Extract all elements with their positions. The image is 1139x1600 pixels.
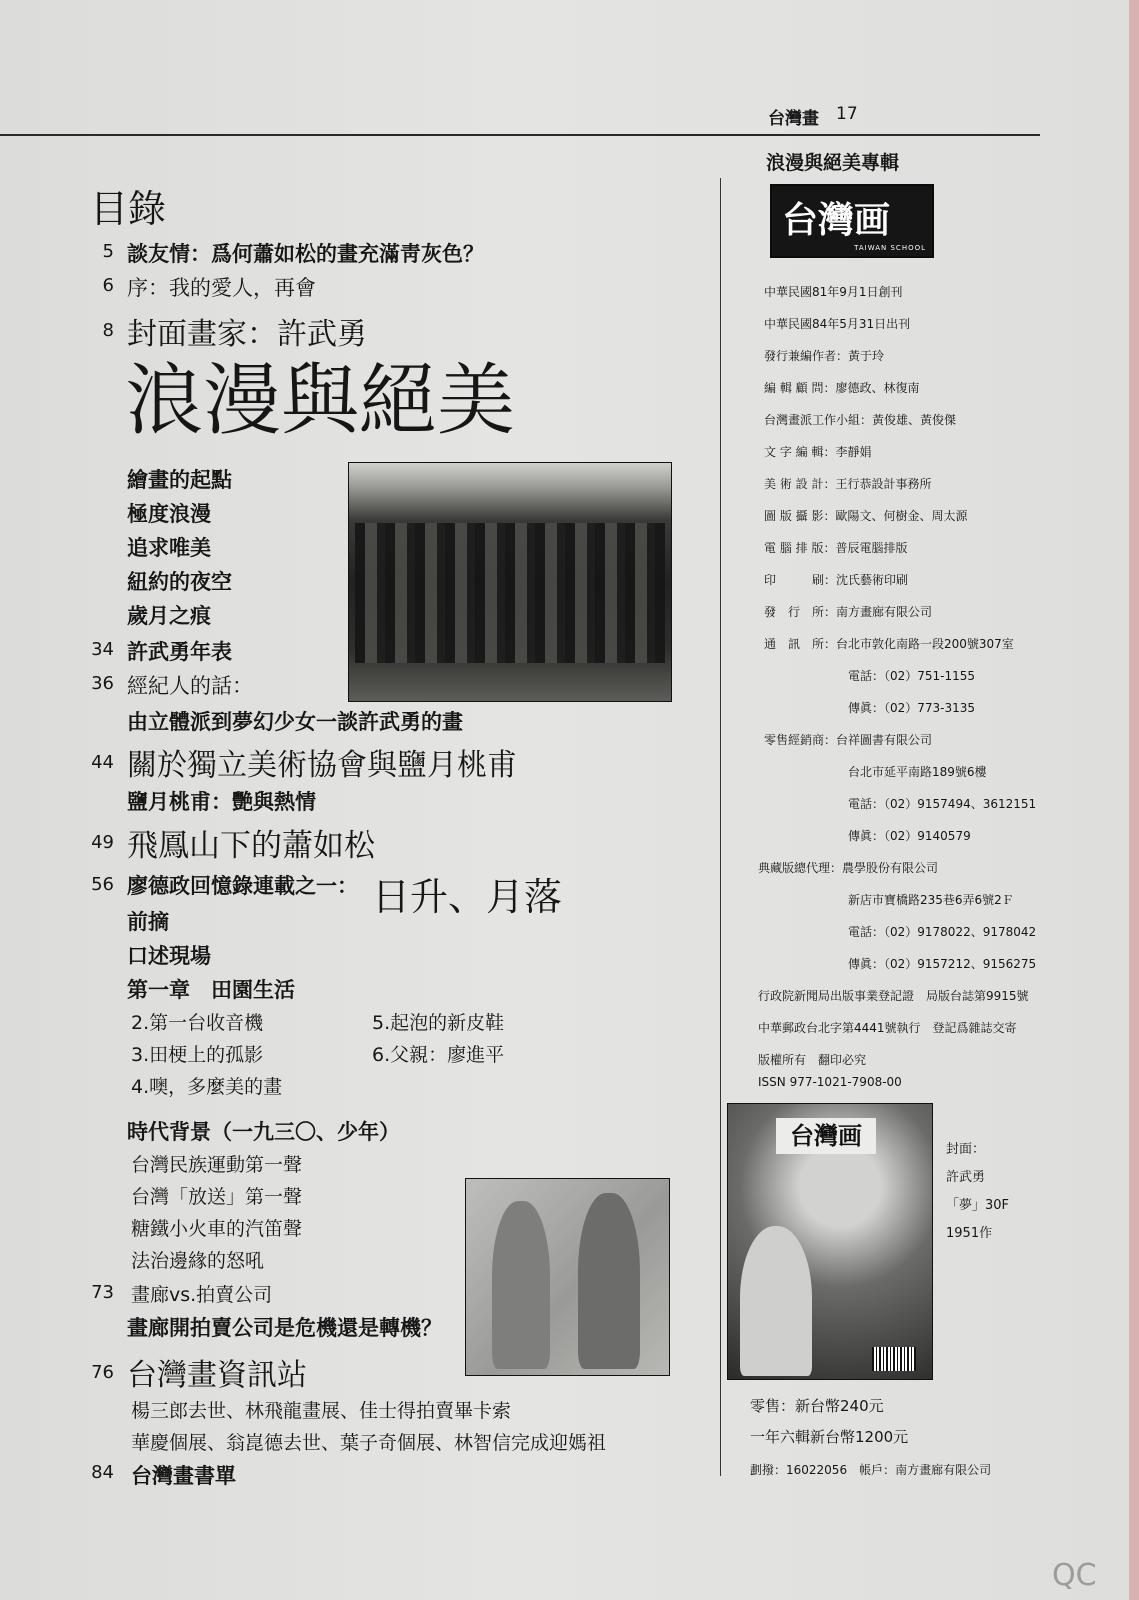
info-line: 零售經銷商：台祥圖書有限公司 — [764, 733, 933, 747]
toc-entry: 畫廊vs.拍賣公司 — [131, 1284, 273, 1306]
info-line: 發 行 所：南方畫廊有限公司 — [764, 605, 933, 619]
sub-entry: 華慶個展、翁崑德去世、葉子奇個展、林智信完成迎媽祖 — [131, 1432, 607, 1454]
magazine-logo — [770, 184, 934, 258]
group-photo — [348, 462, 672, 702]
payment-account: 劃撥：16022056 帳戶：南方畫廊有限公司 — [750, 1463, 992, 1477]
sub-entry: 口述現場 — [127, 944, 211, 968]
info-line: 傳眞：（02）9157212、9156275 — [848, 957, 1037, 971]
info-line: 台北市延平南路189號6樓 — [848, 765, 987, 779]
info-line: 新店市寶橋路235巷6弄6號2Ｆ — [848, 893, 1014, 907]
info-line: 典藏版總代理：農學股份有限公司 — [758, 861, 939, 875]
page-edge — [1129, 0, 1139, 1600]
chapter-item: 6.父親：廖進平 — [372, 1044, 505, 1066]
toc-entry: 廖德政回憶錄連載之一： — [127, 874, 358, 898]
price-retail: 零售：新台幣240元 — [750, 1397, 884, 1415]
info-line: 編 輯 顧 問：廖德政、林復南 — [764, 381, 920, 395]
entry-page-number: 44 — [91, 752, 114, 773]
sub-entry: 糖鐵小火車的汽笛聲 — [131, 1218, 303, 1240]
cover-caption: 封面： — [946, 1142, 986, 1157]
entry-page-number: 5 — [102, 241, 114, 262]
issn: ISSN 977-1021-7908-00 — [758, 1075, 902, 1089]
cover-logo: 台灣画 — [776, 1118, 876, 1154]
info-line: 電話：（02）751-1155 — [848, 669, 976, 683]
entry-page-number: 49 — [91, 832, 114, 853]
info-line: 行政院新聞局出版事業登記證 局版台誌第9915號 — [758, 989, 1029, 1003]
watermark: QC — [1052, 1558, 1097, 1593]
info-line: 傳眞：（02）9140579 — [848, 829, 971, 843]
entry-page-number: 36 — [91, 673, 114, 694]
sub-entry: 台灣「放送」第一聲 — [131, 1186, 303, 1208]
cover-caption: 許武勇 — [946, 1170, 986, 1185]
info-line: 中華郵政台北字第4441號執行 登記爲雜誌交寄 — [758, 1021, 1017, 1035]
entry-page-number: 56 — [91, 874, 114, 895]
sub-entry: 楊三郎去世、林飛龍畫展、佳士得拍賣畢卡索 — [131, 1400, 512, 1422]
info-line: 版權所有 翻印必究 — [758, 1053, 867, 1067]
entry-page-number: 6 — [102, 275, 114, 296]
chapter-title: 第一章 田園生活 — [127, 978, 295, 1002]
info-line: 印 刷：沈氏藝術印刷 — [764, 573, 909, 587]
info-line: 通 訊 所：台北市敦化南路一段200號307室 — [764, 637, 1014, 651]
special-issue-title: 浪漫與絕美專輯 — [766, 152, 900, 174]
sub-entry: 鹽月桃甫：艷與熱情 — [127, 790, 316, 814]
sub-entry: 畫廊開拍賣公司是危機還是轉機？ — [127, 1316, 442, 1340]
entry-page-number: 76 — [91, 1362, 114, 1383]
cover-caption: 「夢」30F — [946, 1198, 1010, 1213]
toc-entry: 飛鳳山下的蕭如松 — [127, 828, 375, 864]
toc-entry: 許武勇年表 — [127, 640, 232, 664]
chapter-item: 4.噢，多麼美的畫 — [131, 1076, 283, 1098]
chapter-item: 2.第一台收音機 — [131, 1012, 264, 1034]
entry-page-number: 73 — [91, 1282, 114, 1303]
info-line: 發行兼編作者：黃于玲 — [764, 349, 885, 363]
info-line: 中華民國81年9月1日創刊 — [764, 285, 903, 299]
memoir-title: 日升、月落 — [372, 875, 563, 919]
cover-thumbnail — [727, 1103, 933, 1380]
info-line: 圖 版 攝 影：歐陽文、何樹金、周太源 — [764, 509, 968, 523]
sub-entry: 歲月之痕 — [127, 604, 211, 628]
toc-entry: 序：我的愛人，再會 — [127, 276, 316, 300]
header-magazine: 台灣畫 — [768, 109, 819, 129]
info-line: 電 腦 排 版：普辰電腦排版 — [764, 541, 908, 555]
info-line: 台灣畫派工作小組：黃俊雄、黃俊傑 — [764, 413, 957, 427]
toc-entry: 經紀人的話： — [127, 674, 253, 698]
cover-figure — [740, 1226, 812, 1376]
sub-entry: 繪畫的起點 — [127, 468, 232, 492]
entry-page-number: 84 — [91, 1462, 114, 1483]
logo-text: 台灣画 — [782, 199, 891, 241]
info-line: 電話：（02）9157494、3612151 — [848, 797, 1037, 811]
sub-entry: 極度浪漫 — [127, 502, 211, 526]
section-title: 時代背景（一九三〇、少年） — [127, 1120, 400, 1144]
toc-entry: 台灣畫書單 — [131, 1464, 236, 1488]
sub-entry: 法治邊緣的怒吼 — [131, 1250, 265, 1272]
logo-subtext: TAIWAN SCHOOL — [854, 244, 926, 252]
info-line: 傳眞：（02）773-3135 — [848, 701, 976, 715]
entry-page-number: 34 — [91, 639, 114, 660]
info-line: 中華民國84年5月31日出刊 — [764, 317, 911, 331]
column-divider — [720, 178, 721, 1476]
header-page-number: 17 — [836, 104, 858, 124]
sub-entry: 追求唯美 — [127, 536, 211, 560]
entry-page-number: 8 — [102, 320, 114, 341]
header-rule — [0, 134, 1040, 136]
chapter-item: 5.起泡的新皮鞋 — [372, 1012, 505, 1034]
sub-entry: 由立體派到夢幻少女一談許武勇的畫 — [127, 710, 463, 734]
toc-entry: 台灣畫資訊站 — [127, 1358, 307, 1393]
info-line: 電話：（02）9178022、9178042 — [848, 925, 1037, 939]
info-line: 美 術 設 計：王行恭設計事務所 — [764, 477, 932, 491]
sub-entry: 紐約的夜空 — [127, 570, 232, 594]
barcode — [872, 1347, 916, 1371]
feature-headline: 浪漫與絕美 — [125, 356, 516, 446]
toc-entry: 封面畫家：許武勇 — [127, 317, 367, 352]
painting-image — [465, 1178, 670, 1376]
cover-caption: 1951作 — [946, 1226, 993, 1241]
sub-entry: 台灣民族運動第一聲 — [131, 1154, 303, 1176]
sub-entry: 前摘 — [127, 910, 169, 934]
chapter-item: 3.田梗上的孤影 — [131, 1044, 264, 1066]
toc-entry: 談友情：爲何蕭如松的畫充滿靑灰色？ — [127, 242, 484, 266]
toc-entry: 關於獨立美術協會與鹽月桃甫 — [127, 748, 517, 783]
toc-title: 目錄 — [90, 187, 167, 231]
info-line: 文 字 編 輯：李靜娟 — [764, 445, 872, 459]
price-subscription: 一年六輯新台幣1200元 — [750, 1428, 909, 1446]
